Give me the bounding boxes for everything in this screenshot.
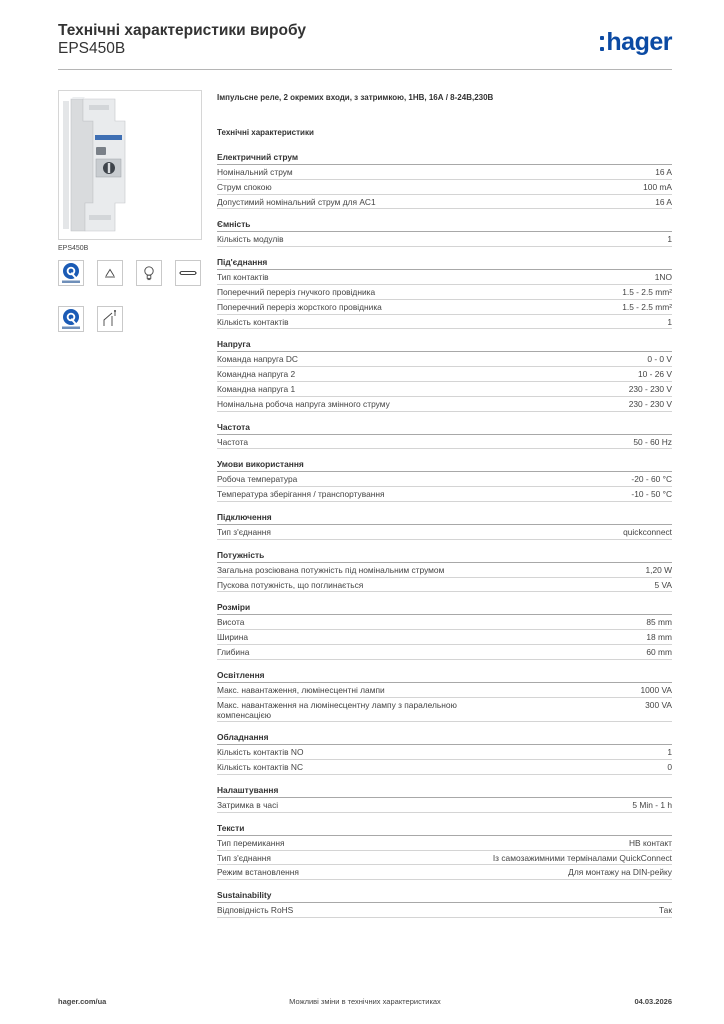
- spec-value: 85 mm: [646, 617, 672, 628]
- spec-row: [217, 300, 672, 315]
- specifications-heading: Технічні характеристики: [217, 128, 314, 137]
- spec-group: [217, 602, 672, 659]
- spec-label: Відповідність RoHS: [217, 905, 294, 916]
- spec-row: [217, 563, 672, 578]
- lamp-icon: [136, 260, 162, 286]
- spec-label: Допустимий номінальний струм для AC1: [217, 196, 376, 207]
- spec-label: Тип з'єднання: [217, 852, 271, 863]
- spec-row: [217, 851, 672, 866]
- product-sidebar: [58, 90, 202, 252]
- product-description: Імпульсне реле, 2 окремих входи, з затримкою, 1НВ, 16А / 8-24В,230В: [217, 93, 494, 102]
- spec-group-title: Електричний струм: [217, 152, 672, 165]
- spec-row: [217, 760, 672, 775]
- spec-value: 16 A: [655, 167, 672, 177]
- delayed-contact-icon: [97, 306, 123, 332]
- logo-dots-icon: [600, 36, 604, 51]
- spec-value: 60 mm: [646, 646, 672, 657]
- spec-label: Тип перемикання: [217, 837, 285, 848]
- spec-value: 16 A: [655, 196, 672, 207]
- spec-group: [217, 257, 672, 329]
- spec-row: [217, 525, 672, 540]
- spec-value: 100 mA: [643, 181, 672, 192]
- spec-row: [217, 315, 672, 330]
- spec-value: 1NO: [654, 272, 672, 283]
- spec-label: Поперечний переріз гнучкого провідника: [217, 286, 376, 297]
- spec-value: 10 - 26 V: [638, 369, 672, 380]
- spec-row: [217, 630, 672, 645]
- spec-group: [217, 339, 672, 411]
- spec-group-title: Освітлення: [217, 670, 672, 683]
- spec-label: Струм спокою: [217, 181, 272, 192]
- fluorescent-lamp-icon: [175, 260, 201, 286]
- spec-row: [217, 745, 672, 760]
- spec-label: Поперечний переріз жорсткого провідника: [217, 301, 382, 312]
- spec-label: Глибина: [217, 646, 250, 657]
- logo-text: hager: [606, 27, 672, 56]
- footer-date: 04.03.2026: [634, 997, 672, 1006]
- spec-row: [217, 367, 672, 382]
- spec-value: 300 VA: [645, 699, 672, 710]
- hager-logo: [600, 28, 672, 56]
- impulse-relay-image: [59, 91, 201, 239]
- spec-group-title: Під'єднання: [217, 257, 672, 270]
- spec-group-title: Налаштування: [217, 785, 672, 798]
- specifications-panel: [217, 93, 672, 928]
- spec-label: Кількість модулів: [217, 234, 284, 245]
- spec-label: Режим встановлення: [217, 867, 299, 878]
- spec-row: [217, 232, 672, 247]
- spec-row: [217, 698, 672, 723]
- spec-group: [217, 732, 672, 775]
- spec-row: [217, 195, 672, 210]
- spec-group: [217, 785, 672, 813]
- photo-caption: EPS450B: [58, 245, 89, 252]
- spec-label: Тип з'єднання: [217, 526, 271, 537]
- spec-value: 1.5 - 2.5 mm²: [622, 301, 672, 312]
- spec-group: [217, 459, 672, 502]
- spec-group-title: Умови використання: [217, 459, 672, 472]
- spec-row: [217, 382, 672, 397]
- spec-group: [217, 670, 672, 723]
- spec-group-title: Ємність: [217, 219, 672, 232]
- spec-row: [217, 352, 672, 367]
- document-title: Технічні характеристики виробу: [58, 22, 306, 39]
- spec-value: 0 - 0 V: [647, 354, 672, 365]
- spec-label: Тип контактів: [217, 272, 269, 283]
- spec-group-title: Розміри: [217, 602, 672, 615]
- page-header: [58, 20, 672, 70]
- product-photo: [58, 90, 202, 240]
- header-divider: [58, 69, 672, 70]
- spec-value: 1: [667, 747, 672, 758]
- spec-label: Номінальна робоча напруга змінного струму: [217, 398, 390, 409]
- spec-group: [217, 152, 672, 209]
- spec-row: [217, 165, 672, 180]
- spec-value: Так: [658, 905, 672, 916]
- footer-website: hager.com/ua: [58, 997, 107, 1006]
- footer-disclaimer: Можливі зміни в технічних характеристиках: [289, 997, 441, 1006]
- spec-row: [217, 903, 672, 918]
- spec-group: [217, 823, 672, 880]
- spec-value: 50 - 60 Hz: [633, 436, 672, 447]
- spec-value: 230 - 230 V: [628, 383, 672, 394]
- spec-value: 1000 VA: [640, 684, 672, 695]
- spec-label: Номінальний струм: [217, 167, 293, 177]
- spec-label: Ширина: [217, 632, 248, 643]
- spec-group-title: Тексти: [217, 823, 672, 836]
- spec-label: Затримка в часі: [217, 799, 279, 810]
- spec-row: [217, 487, 672, 502]
- spec-value: 1.5 - 2.5 mm²: [622, 286, 672, 297]
- phase-symbol-icon: [97, 260, 123, 286]
- spec-row: [217, 645, 672, 660]
- product-reference: EPS450B: [58, 40, 126, 57]
- spec-label: Макс. навантаження, люмінесцентні лампи: [217, 684, 385, 695]
- spec-group: [217, 512, 672, 540]
- spec-group-title: Обладнання: [217, 732, 672, 745]
- quickconnect-badge-icon: [58, 260, 84, 286]
- spec-label: Макс. навантаження на люмінесцентну лампу з паралельною компенсацією: [217, 699, 457, 720]
- spec-group-title: Частота: [217, 422, 672, 435]
- spec-value: -20 - 60 °C: [631, 474, 672, 485]
- quickconnect-badge-icon: [58, 306, 84, 332]
- spec-value: 230 - 230 V: [628, 398, 672, 409]
- spec-label: Робоча температура: [217, 474, 298, 485]
- spec-label: Загальна розсіювана потужність під номінальним струмом: [217, 564, 445, 575]
- spec-label: Кількість контактів NO: [217, 747, 304, 758]
- spec-value: 1,20 W: [645, 564, 672, 575]
- spec-label: Висота: [217, 617, 245, 628]
- spec-row: [217, 180, 672, 195]
- spec-value: НВ контакт: [629, 837, 672, 848]
- spec-label: Температура зберігання / транспортування: [217, 489, 385, 500]
- spec-value: 5 Min - 1 h: [632, 799, 672, 810]
- spec-row: [217, 435, 672, 450]
- spec-value: quickconnect: [623, 526, 672, 537]
- spec-label: Кількість контактів NC: [217, 762, 303, 773]
- page-footer: [58, 997, 672, 1009]
- spec-row: [217, 798, 672, 813]
- spec-value: 1: [667, 316, 672, 327]
- spec-row: [217, 270, 672, 285]
- spec-group-title: Потужність: [217, 550, 672, 563]
- spec-label: Пускова потужність, що поглинається: [217, 579, 364, 590]
- spec-groups: [217, 152, 672, 918]
- spec-row: [217, 472, 672, 487]
- spec-group-title: Напруга: [217, 339, 672, 352]
- spec-value: 0: [667, 762, 672, 773]
- spec-group: [217, 550, 672, 593]
- spec-value: 5 VA: [654, 579, 672, 590]
- spec-row: [217, 865, 672, 880]
- spec-value: 18 mm: [646, 632, 672, 643]
- spec-row: [217, 397, 672, 412]
- spec-group: [217, 422, 672, 450]
- spec-value: -10 - 50 °C: [631, 489, 672, 500]
- spec-group: [217, 219, 672, 247]
- spec-value: Із самозажимними терміналами QuickConnect: [492, 852, 672, 863]
- spec-label: Командна напруга 2: [217, 369, 296, 380]
- spec-row: [217, 615, 672, 630]
- spec-label: Командна напруга 1: [217, 383, 296, 394]
- spec-label: Команда напруга DC: [217, 354, 298, 365]
- spec-row: [217, 578, 672, 593]
- spec-group-title: Sustainability: [217, 890, 672, 903]
- spec-group: [217, 890, 672, 918]
- spec-group-title: Підключення: [217, 512, 672, 525]
- spec-label: Кількість контактів: [217, 316, 289, 327]
- spec-value: 1: [667, 234, 672, 245]
- spec-row: [217, 683, 672, 698]
- spec-row: [217, 285, 672, 300]
- spec-label: Частота: [217, 436, 249, 447]
- spec-row: [217, 836, 672, 851]
- spec-value: Для монтажу на DIN-рейку: [568, 867, 672, 878]
